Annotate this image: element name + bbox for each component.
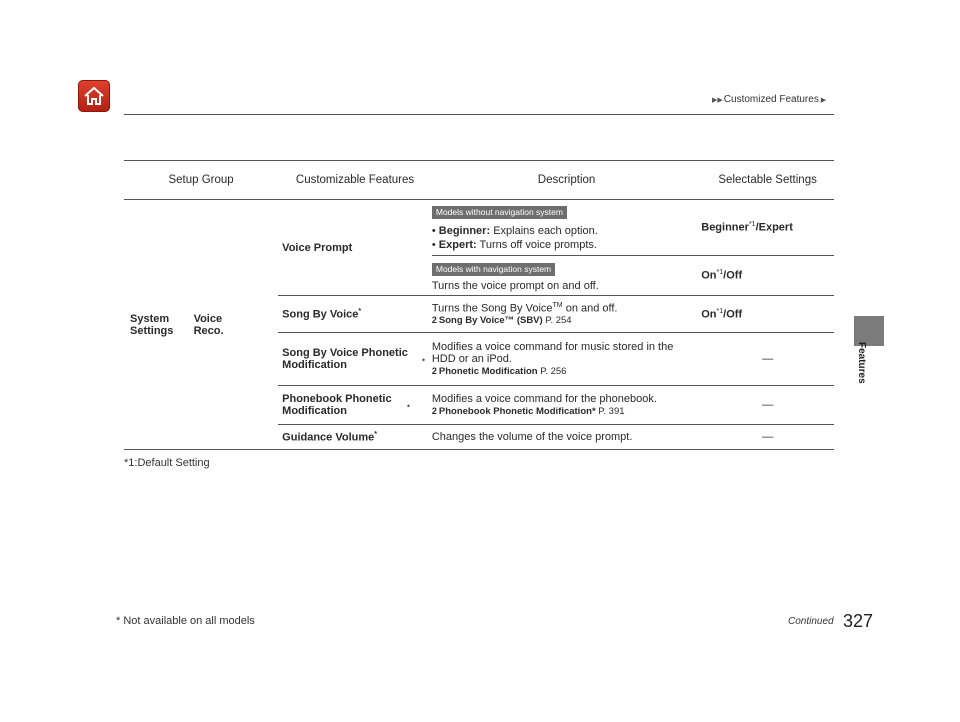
feature-guidance-volume: Guidance Volume* [278,425,432,450]
header-customizable-features: Customizable Features [278,161,432,200]
setting-cell: Beginner$^{*1}$/Expert [701,221,793,234]
reference-link[interactable]: 2 Phonebook Phonetic Modification* P. 391 [431,406,625,417]
setting-cell: On$^{*1}$/Off [701,256,834,296]
description-text: Turns the voice prompt on and off. [431,280,599,292]
header-selectable-settings: Selectable Settings [701,161,834,200]
reference-arrow-icon: 2 [431,315,437,326]
header-description: Description [432,161,701,200]
description-cell: Turns the Song By Voice™ on and off. 2 Song By Voice™ (SBV) P. 254 [432,296,701,333]
default-setting-note: *1:Default Setting [124,457,210,469]
badge-without-navigation: Models without navigation system [432,206,567,219]
group-system-settings: System Settings [130,312,174,337]
bullet-beginner: • Beginner: Explains each option. [431,225,598,237]
home-icon[interactable] [78,80,110,112]
page-number: 327 [843,611,874,631]
table-bottom-divider [124,449,834,450]
subgroup-voice-reco: Voice Reco. [193,312,224,337]
setting-cell: — [701,425,834,450]
breadcrumb-label: Customized Features [723,94,819,105]
section-tab-label: Features [856,342,867,384]
badge-with-navigation: Models with navigation system [432,263,555,276]
table-row [124,200,834,256]
breadcrumb[interactable] [712,94,827,105]
feature-phonebook-phonetic: Phonebook Phonetic Modification * [278,386,432,425]
breadcrumb-arrow-icon: ▶▶ [712,97,723,104]
availability-footnote: * Not available on all models [116,615,255,627]
reference-link[interactable]: 2 Song By Voice™ (SBV) P. 254 [431,315,572,327]
description-cell: Modifies a voice command for the phonebook. 2 Phonebook Phonetic Modification* P. 391 [432,386,701,425]
customizable-features-table [124,160,834,450]
header-divider [124,114,834,115]
reference-link[interactable]: 2 Phonetic Modification P. 256 [431,366,567,377]
description-cell: Changes the volume of the voice prompt. [432,425,701,450]
feature-voice-prompt: Voice Prompt [282,241,353,254]
setting-cell: On$^{*1}$/Off [701,296,834,333]
feature-song-by-voice: Song By Voice* [278,296,432,333]
description-cell: Modifies a voice command for music stored in the HDD or an iPod. 2 Phonetic Modification P. 256 [432,333,701,386]
bullet-expert: • Expert: Turns off voice prompts. [431,239,597,251]
setting-cell: — [701,386,834,425]
feature-song-phonetic: Song By Voice Phonetic Modification * [278,333,432,386]
continued-label: Continued [788,616,834,627]
breadcrumb-arrow-icon: ▶ [818,97,827,104]
header-setup-group: Setup Group [124,161,278,200]
reference-arrow-icon: 2 [431,366,437,376]
setting-cell: — [701,333,834,386]
description-cell [432,200,701,256]
reference-arrow-icon: 2 [431,406,437,416]
description-cell [432,256,701,296]
